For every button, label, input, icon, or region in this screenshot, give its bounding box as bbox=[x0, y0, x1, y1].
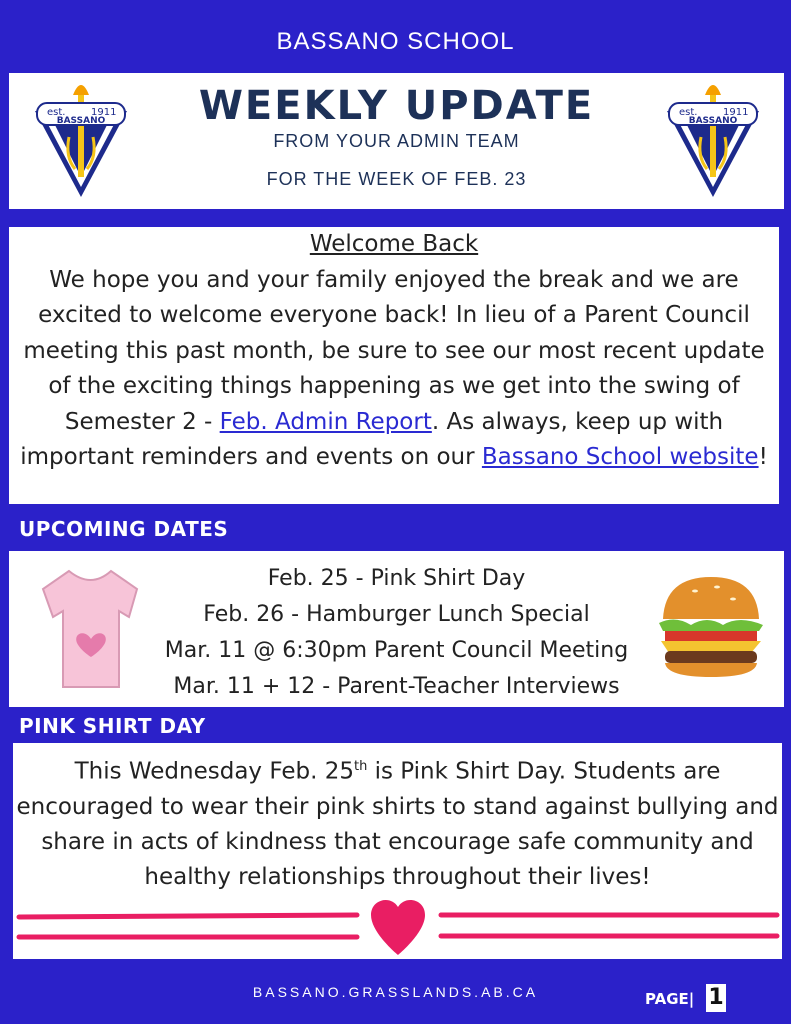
date-suffix: th bbox=[353, 759, 368, 774]
footer-website: BASSANO.GRASSLANDS.AB.CA bbox=[252, 984, 539, 1000]
welcome-body bbox=[13, 227, 775, 476]
welcome-text-part1: We hope you and your family enjoyed the break and we are excited to welcome everyone back! In lieu of a Parent Council meeting this past month, be sure to see our most recent update of the exciting things happening as we get into the swing of Semester 2 - bbox=[23, 266, 765, 435]
week-of-label: FOR THE WEEK OF FEB. 23 bbox=[266, 169, 527, 189]
page-label: PAGE| bbox=[645, 990, 695, 1008]
pink-shirt-day-heading: PINK SHIRT DAY bbox=[19, 714, 206, 738]
page-subtitle: FROM YOUR ADMIN TEAM bbox=[273, 131, 520, 151]
header-banner bbox=[9, 73, 784, 209]
page-title: WEEKLY UPDATE bbox=[198, 83, 595, 129]
hamburger-icon bbox=[655, 573, 767, 679]
pink-text-start: This Wednesday Feb. 25 bbox=[74, 758, 354, 785]
upcoming-dates-heading: UPCOMING DATES bbox=[19, 517, 229, 541]
pink-text-rest: is Pink Shirt Day. Students are encouraged to wear their pink shirts to stand against bullying and share in acts of kindness that encourage safe community and healthy relationships throughout their lives! bbox=[16, 758, 779, 890]
date-item: Mar. 11 @ 6:30pm Parent Council Meeting bbox=[164, 638, 629, 663]
svg-text:BASSANO: BASSANO bbox=[688, 116, 738, 126]
feb-admin-report-link[interactable]: Feb. Admin Report bbox=[219, 408, 432, 435]
svg-text:1911: 1911 bbox=[723, 107, 749, 118]
svg-text:est.: est. bbox=[679, 107, 698, 118]
school-crest-logo-right bbox=[661, 77, 765, 201]
upcoming-dates-section bbox=[9, 551, 784, 707]
school-website-link[interactable]: Bassano School website bbox=[481, 444, 759, 470]
welcome-text-part2: . As always, keep up with important reminders and events on our bbox=[20, 408, 724, 470]
svg-text:1911: 1911 bbox=[91, 107, 117, 118]
pink-divider-with-heart bbox=[13, 893, 782, 959]
pink-shirt-day-body bbox=[15, 749, 780, 895]
date-item: Feb. 26 - Hamburger Lunch Special bbox=[203, 602, 590, 627]
welcome-section bbox=[9, 227, 779, 504]
page-number: 1 bbox=[706, 984, 726, 1012]
svg-text:est.: est. bbox=[47, 107, 66, 118]
date-item: Mar. 11 + 12 - Parent-Teacher Interviews bbox=[173, 674, 620, 699]
svg-text:BASSANO: BASSANO bbox=[56, 116, 106, 126]
pink-shirt-day-section bbox=[13, 743, 782, 959]
school-name: BASSANO SCHOOL bbox=[276, 28, 515, 55]
welcome-text-end: ! bbox=[758, 444, 768, 470]
welcome-title: Welcome Back bbox=[309, 231, 479, 257]
date-item: Feb. 25 - Pink Shirt Day bbox=[267, 566, 526, 591]
